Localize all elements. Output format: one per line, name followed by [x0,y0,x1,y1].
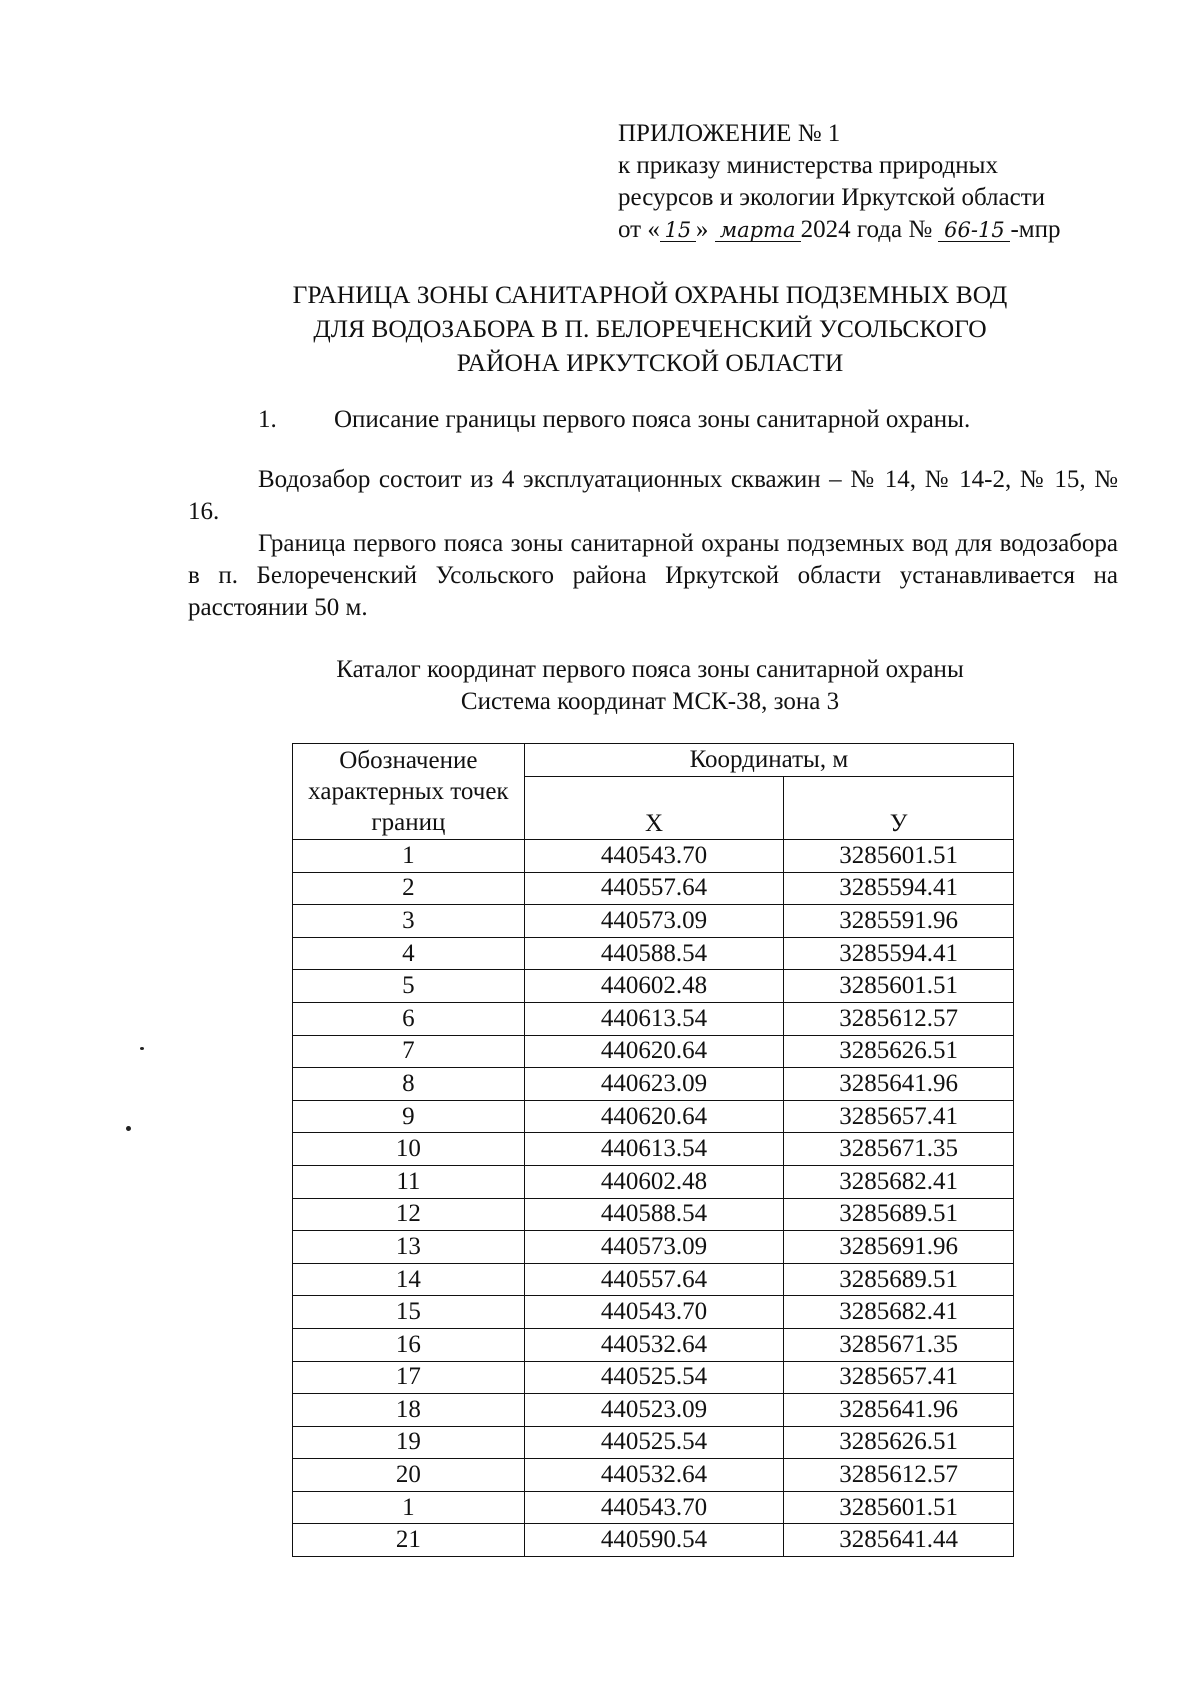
cell-x: 440543.70 [524,1491,784,1524]
table-row [293,1035,1014,1068]
cell-y: 3285601.51 [784,1491,1014,1524]
cell-point-id: 4 [293,937,525,970]
cell-x: 440525.54 [524,1426,784,1459]
cell-y: 3285689.51 [784,1263,1014,1296]
order-date-line [618,214,1118,246]
table-row [293,1394,1014,1427]
handwritten-order-number: 66-15 [938,219,1010,242]
caption-line-2: Система координат МСК-38, зона 3 [460,688,840,715]
cell-x: 440588.54 [524,937,784,970]
cell-point-id: 13 [293,1231,525,1264]
caption-line-1: Каталог координат первого пояса зоны санитарной охраны [336,656,964,683]
header-x: Х [524,777,784,840]
cell-y: 3285612.57 [784,1002,1014,1035]
cell-x: 440557.64 [524,1263,784,1296]
paragraph-wells [188,464,1118,528]
cell-point-id: 2 [293,872,525,905]
cell-point-id: 10 [293,1133,525,1166]
section-heading [258,404,970,436]
cell-point-id: 8 [293,1068,525,1101]
table-row [293,1491,1014,1524]
date-quote-close: » [695,216,709,243]
cell-x: 440573.09 [524,1231,784,1264]
table-row [293,1361,1014,1394]
approval-block [618,118,1118,246]
table-row [293,840,1014,873]
paragraph-boundary [188,528,1118,624]
date-year-text: 2024 года № [800,216,933,243]
cell-point-id: 9 [293,1100,525,1133]
table-row [293,1133,1014,1166]
cell-y: 3285594.41 [784,872,1014,905]
cell-x: 440613.54 [524,1133,784,1166]
cell-y: 3285641.44 [784,1524,1014,1557]
section-number: 1. [258,406,277,433]
cell-x: 440590.54 [524,1524,784,1557]
cell-x: 440602.48 [524,1165,784,1198]
cell-point-id: 6 [293,1002,525,1035]
table-row [293,1100,1014,1133]
table-row [293,970,1014,1003]
table-row [293,937,1014,970]
cell-point-id: 11 [293,1165,525,1198]
table-row [293,1165,1014,1198]
cell-y: 3285626.51 [784,1035,1014,1068]
cell-y: 3285682.41 [784,1296,1014,1329]
cell-y: 3285691.96 [784,1231,1014,1264]
cell-x: 440613.54 [524,1002,784,1035]
cell-point-id: 20 [293,1459,525,1492]
cell-x: 440620.64 [524,1100,784,1133]
paragraph-wells-text: Водозабор состоит из 4 эксплуатационных скважин – № 14, № 14-2, № 15, № 16. [188,466,1118,525]
cell-y: 3285612.57 [784,1459,1014,1492]
scan-speck [126,1126,131,1131]
table-row [293,905,1014,938]
table-row [293,1198,1014,1231]
table-row [293,1263,1014,1296]
cell-y: 3285682.41 [784,1165,1014,1198]
table-row [293,1459,1014,1492]
table-row [293,1328,1014,1361]
cell-point-id: 3 [293,905,525,938]
cell-x: 440525.54 [524,1361,784,1394]
handwritten-day: 15 [660,219,696,242]
cell-x: 440602.48 [524,970,784,1003]
appendix-label: ПРИЛОЖЕНИЕ № 1 [618,120,841,147]
cell-point-id: 16 [293,1328,525,1361]
table-caption [150,654,1150,718]
date-prefix: от « [618,216,660,243]
cell-y: 3285657.41 [784,1100,1014,1133]
cell-x: 440623.09 [524,1068,784,1101]
header-y: У [784,777,1014,840]
title-line-1: ГРАНИЦА ЗОНЫ САНИТАРНОЙ ОХРАНЫ ПОДЗЕМНЫХ ВОД [292,280,1008,309]
cell-point-id: 19 [293,1426,525,1459]
section-text: Описание границы первого пояса зоны санитарной охраны. [334,406,971,433]
cell-point-id: 21 [293,1524,525,1557]
order-reference-line: к приказу министерства природных [618,152,998,179]
title-line-3: РАЙОНА ИРКУТСКОЙ ОБЛАСТИ [456,348,844,377]
table-row [293,872,1014,905]
cell-x: 440532.64 [524,1328,784,1361]
header-point-id: Обозначение характерных точек границ [293,744,525,840]
cell-point-id: 12 [293,1198,525,1231]
scan-speck [140,1047,144,1050]
cell-y: 3285626.51 [784,1426,1014,1459]
table-row [293,1231,1014,1264]
cell-x: 440543.70 [524,1296,784,1329]
order-suffix: -мпр [1010,216,1061,243]
cell-point-id: 14 [293,1263,525,1296]
document-title [150,278,1150,380]
cell-point-id: 5 [293,970,525,1003]
cell-x: 440532.64 [524,1459,784,1492]
cell-x: 440620.64 [524,1035,784,1068]
header-coordinates: Координаты, м [524,744,1013,777]
handwritten-month: марта [715,219,801,242]
table-row [293,1002,1014,1035]
cell-y: 3285671.35 [784,1133,1014,1166]
cell-y: 3285671.35 [784,1328,1014,1361]
paragraph-boundary-text: Граница первого пояса зоны санитарной охраны подземных вод для водозабора в п. Белореченский Усольского района Иркутской области устанавливается на расстоянии 50 м. [188,530,1118,621]
table-header-row [293,744,1014,777]
cell-x: 440588.54 [524,1198,784,1231]
table-row [293,1296,1014,1329]
title-line-2: ДЛЯ ВОДОЗАБОРА В П. БЕЛОРЕЧЕНСКИЙ УСОЛЬСКОГО [313,314,987,343]
table-row [293,1068,1014,1101]
cell-point-id: 7 [293,1035,525,1068]
cell-y: 3285657.41 [784,1361,1014,1394]
cell-y: 3285641.96 [784,1068,1014,1101]
cell-x: 440573.09 [524,905,784,938]
table-row [293,1524,1014,1557]
cell-y: 3285689.51 [784,1198,1014,1231]
cell-point-id: 1 [293,1491,525,1524]
cell-y: 3285601.51 [784,840,1014,873]
cell-y: 3285591.96 [784,905,1014,938]
cell-x: 440557.64 [524,872,784,905]
cell-x: 440523.09 [524,1394,784,1427]
cell-y: 3285601.51 [784,970,1014,1003]
cell-point-id: 1 [293,840,525,873]
ministry-line: ресурсов и экологии Иркутской области [618,184,1046,211]
cell-y: 3285641.96 [784,1394,1014,1427]
cell-y: 3285594.41 [784,937,1014,970]
cell-point-id: 17 [293,1361,525,1394]
cell-point-id: 18 [293,1394,525,1427]
table-row [293,1426,1014,1459]
coordinates-table [292,743,1014,1557]
cell-x: 440543.70 [524,840,784,873]
cell-point-id: 15 [293,1296,525,1329]
table-body [293,840,1014,1557]
